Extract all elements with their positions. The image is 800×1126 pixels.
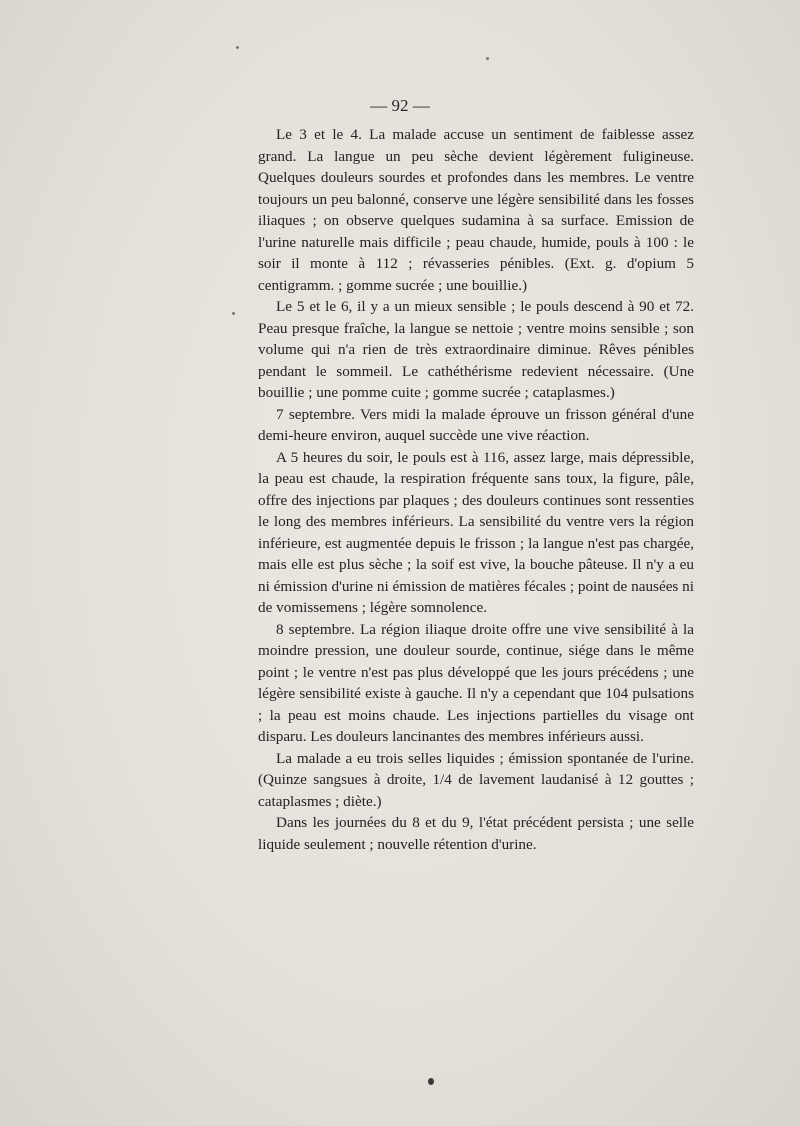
paragraph-4: A 5 heures du soir, le pouls est à 116, assez large, mais dépressible, la peau est chaude, la respiration fréquente sans toux, la figure, pâle, offre des injections par plaques ; des douleurs continues sont ressenties le long des membres inférieurs. La sensibilité du ventre vers la région inférieure, est augmentée depuis le frisson ; la langue n'est pas chargée, mais elle est plus sèche ; la soif est vive, la bouche pâteuse. Il n'y a eu ni émission d'urine ni émission de matières fécales ; point de nausées ni de vomissemens ; légère somnolence.: [258, 448, 694, 616]
paragraph-7: Dans les journées du 8 et du 9, l'état précédent persista ; une selle liquide seulement ; nouvelle rétention d'urine.: [258, 814, 694, 853]
ink-dot: [428, 1078, 434, 1085]
page-number: — 92 —: [370, 96, 430, 115]
body-text: [258, 124, 694, 855]
paragraph-5: 8 septembre. La région iliaque droite offre une vive sensibilité à la moindre pression, une douleur sourde, continue, siége dans le même point ; le ventre n'est pas plus développé que les jours précédens ; une légère sensibilité existe à gauche. Il n'y a cependant que 104 pulsations ; la peau est moins chaude. Les injections partielles du visage ont disparu. Les douleurs lancinantes des membres inférieurs aussi.: [258, 620, 694, 745]
paragraph-1: Le 3 et le 4. La malade accuse un sentiment de faiblesse assez grand. La langue un peu sèche devient légèrement fuligineuse. Quelques douleurs sourdes et profondes dans les membres. Le ventre toujours un peu balonné, conserve une légère sensibilité dans les fosses iliaques ; on observe quelques sudamina à sa surface. Emission de l'urine naturelle mais difficile ; peau chaude, humide, pouls à 100 : le soir il monte à 112 ; révasseries pénibles. (Ext. g. d'opium 5 centigramm. ; gomme sucrée ; une bouillie.): [258, 126, 694, 294]
paragraph-2: Le 5 et le 6, il y a un mieux sensible ; le pouls descend à 90 et 72. Peau presque fraîche, la langue se nettoie ; ventre moins sensible ; son volume qui n'a rien de très extraordinaire diminue. Rêves pénibles pendant le sommeil. Le cathéthérisme redevient nécessaire. (Une bouillie ; une pomme cuite ; gomme sucrée ; cataplasmes.): [258, 298, 694, 401]
paragraph-6: La malade a eu trois selles liquides ; émission spontanée de l'urine. (Quinze sangsues à droite, 1/4 de lavement laudanisé à 12 gouttes ; cataplasmes ; diète.): [258, 749, 694, 810]
paragraph-3: 7 septembre. Vers midi la malade éprouve un frisson général d'une demi-heure environ, auquel succède une vive réaction.: [258, 405, 694, 444]
speck: [236, 46, 239, 49]
speck: [232, 312, 235, 315]
speck: [486, 57, 489, 60]
